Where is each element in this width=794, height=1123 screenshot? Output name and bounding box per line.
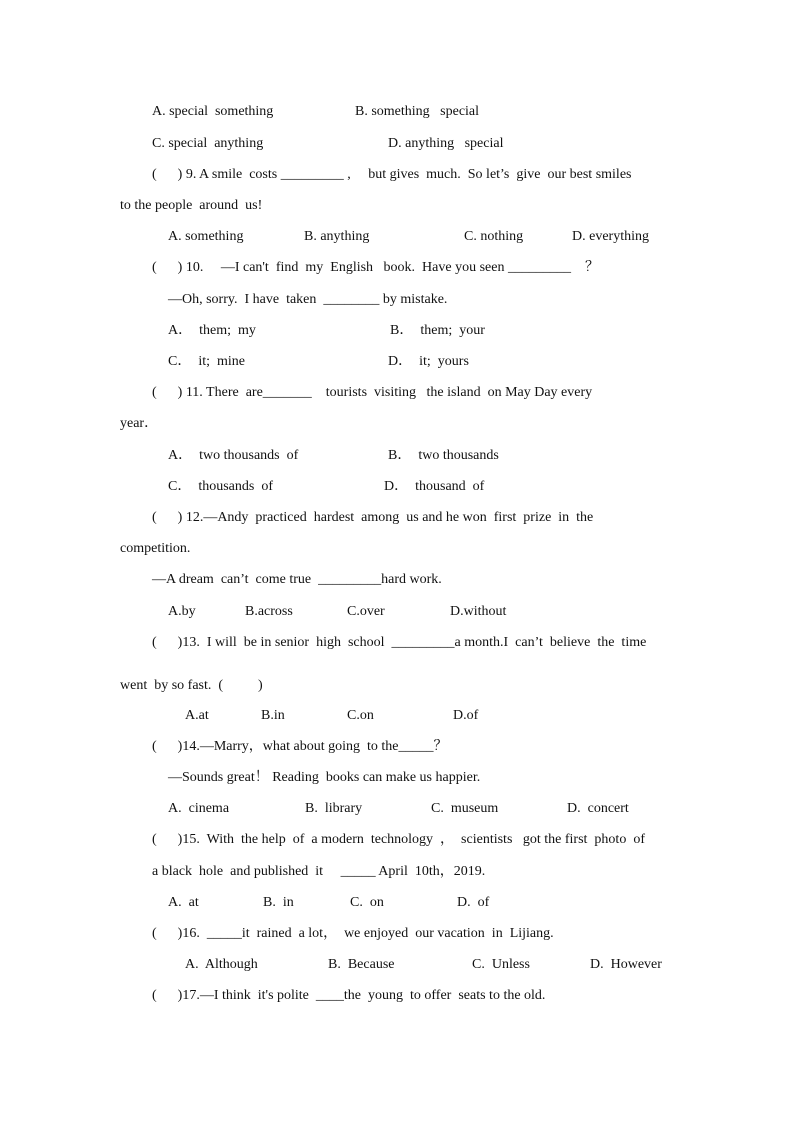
q10-option-a: A． them; my [168, 323, 256, 338]
q16-option-c: C. Unless [472, 957, 530, 972]
q15-option-c: C. on [350, 895, 384, 910]
q9-option-c: C. nothing [464, 229, 524, 244]
q10-option-d: D． it; yours [388, 354, 469, 369]
q14-option-d: D. concert [567, 801, 629, 816]
q16-option-d: D. However [590, 957, 662, 972]
q15-stem-continued: a black hole and published it _____ April 10th，2019. [152, 864, 486, 879]
q11-stem: ( ) 11. There are_______ tourists visiting the island on May Day every [152, 385, 593, 400]
q12-option-d: D.without [450, 604, 507, 619]
q9-option-a: A. something [168, 229, 244, 244]
q14-stem: ( )14.—Marry，what about going to the_____？ [152, 739, 448, 754]
q8-option-c: C. special anything [152, 136, 264, 151]
q11-option-d: D． thousand of [384, 479, 485, 494]
q10-option-c: C． it; mine [168, 354, 245, 369]
q9-option-b: B. anything [304, 229, 370, 244]
q15-option-b: B. in [263, 895, 294, 910]
q15-option-a: A. at [168, 895, 199, 910]
q12-reply: —A dream can’t come true _________hard work. [152, 572, 442, 587]
q11-stem-continued: year． [120, 416, 159, 431]
q14-option-c: C. museum [431, 801, 499, 816]
q17-stem: ( )17.—I think it's polite ____the young to offer seats to the old. [152, 988, 546, 1003]
q9-stem-continued: to the people around us! [120, 198, 263, 213]
q12-option-a: A.by [168, 604, 196, 619]
q8-option-d: D. anything special [388, 136, 504, 151]
q12-option-b: B.across [245, 604, 293, 619]
q12-option-c: C.over [347, 604, 385, 619]
q13-stem-continued: went by so fast. ( ) [120, 678, 263, 693]
q14-reply: —Sounds great！ Reading books can make us happier. [168, 770, 481, 785]
q11-option-a: A． two thousands of [168, 448, 299, 463]
q10-reply: —Oh, sorry. I have taken ________ by mistake. [168, 292, 448, 307]
q12-stem-continued: competition. [120, 541, 191, 556]
q16-stem: ( )16. _____it rained a lot， we enjoyed our vacation in Lijiang. [152, 926, 554, 941]
q16-option-b: B. Because [328, 957, 395, 972]
q13-option-a: A.at [185, 708, 209, 723]
q9-stem: ( ) 9. A smile costs _________ , but gives much. So let’s give our best smiles [152, 167, 632, 182]
q8-option-a: A. special something [152, 104, 274, 119]
q14-option-a: A. cinema [168, 801, 230, 816]
q11-option-c: C． thousands of [168, 479, 273, 494]
q14-option-b: B. library [305, 801, 363, 816]
q10-stem: ( ) 10. —I can't find my English book. Have you seen _________ ？ [152, 260, 599, 275]
q13-option-b: B.in [261, 708, 285, 723]
q16-option-a: A. Although [185, 957, 258, 972]
q9-option-d: D. everything [572, 229, 649, 244]
q13-option-c: C.on [347, 708, 374, 723]
q12-stem: ( ) 12.—Andy practiced hardest among us and he won first prize in the [152, 510, 594, 525]
q13-option-d: D.of [453, 708, 479, 723]
q15-stem: ( )15. With the help of a modern technology ， scientists got the first photo of [152, 832, 645, 847]
q8-option-b: B. something special [355, 104, 480, 119]
q13-stem: ( )13. I will be in senior high school _________a month.I can’t believe the time [152, 635, 647, 650]
q15-option-d: D. of [457, 895, 490, 910]
q11-option-b: B． two thousands [388, 448, 499, 463]
q10-option-b: B． them; your [390, 323, 485, 338]
